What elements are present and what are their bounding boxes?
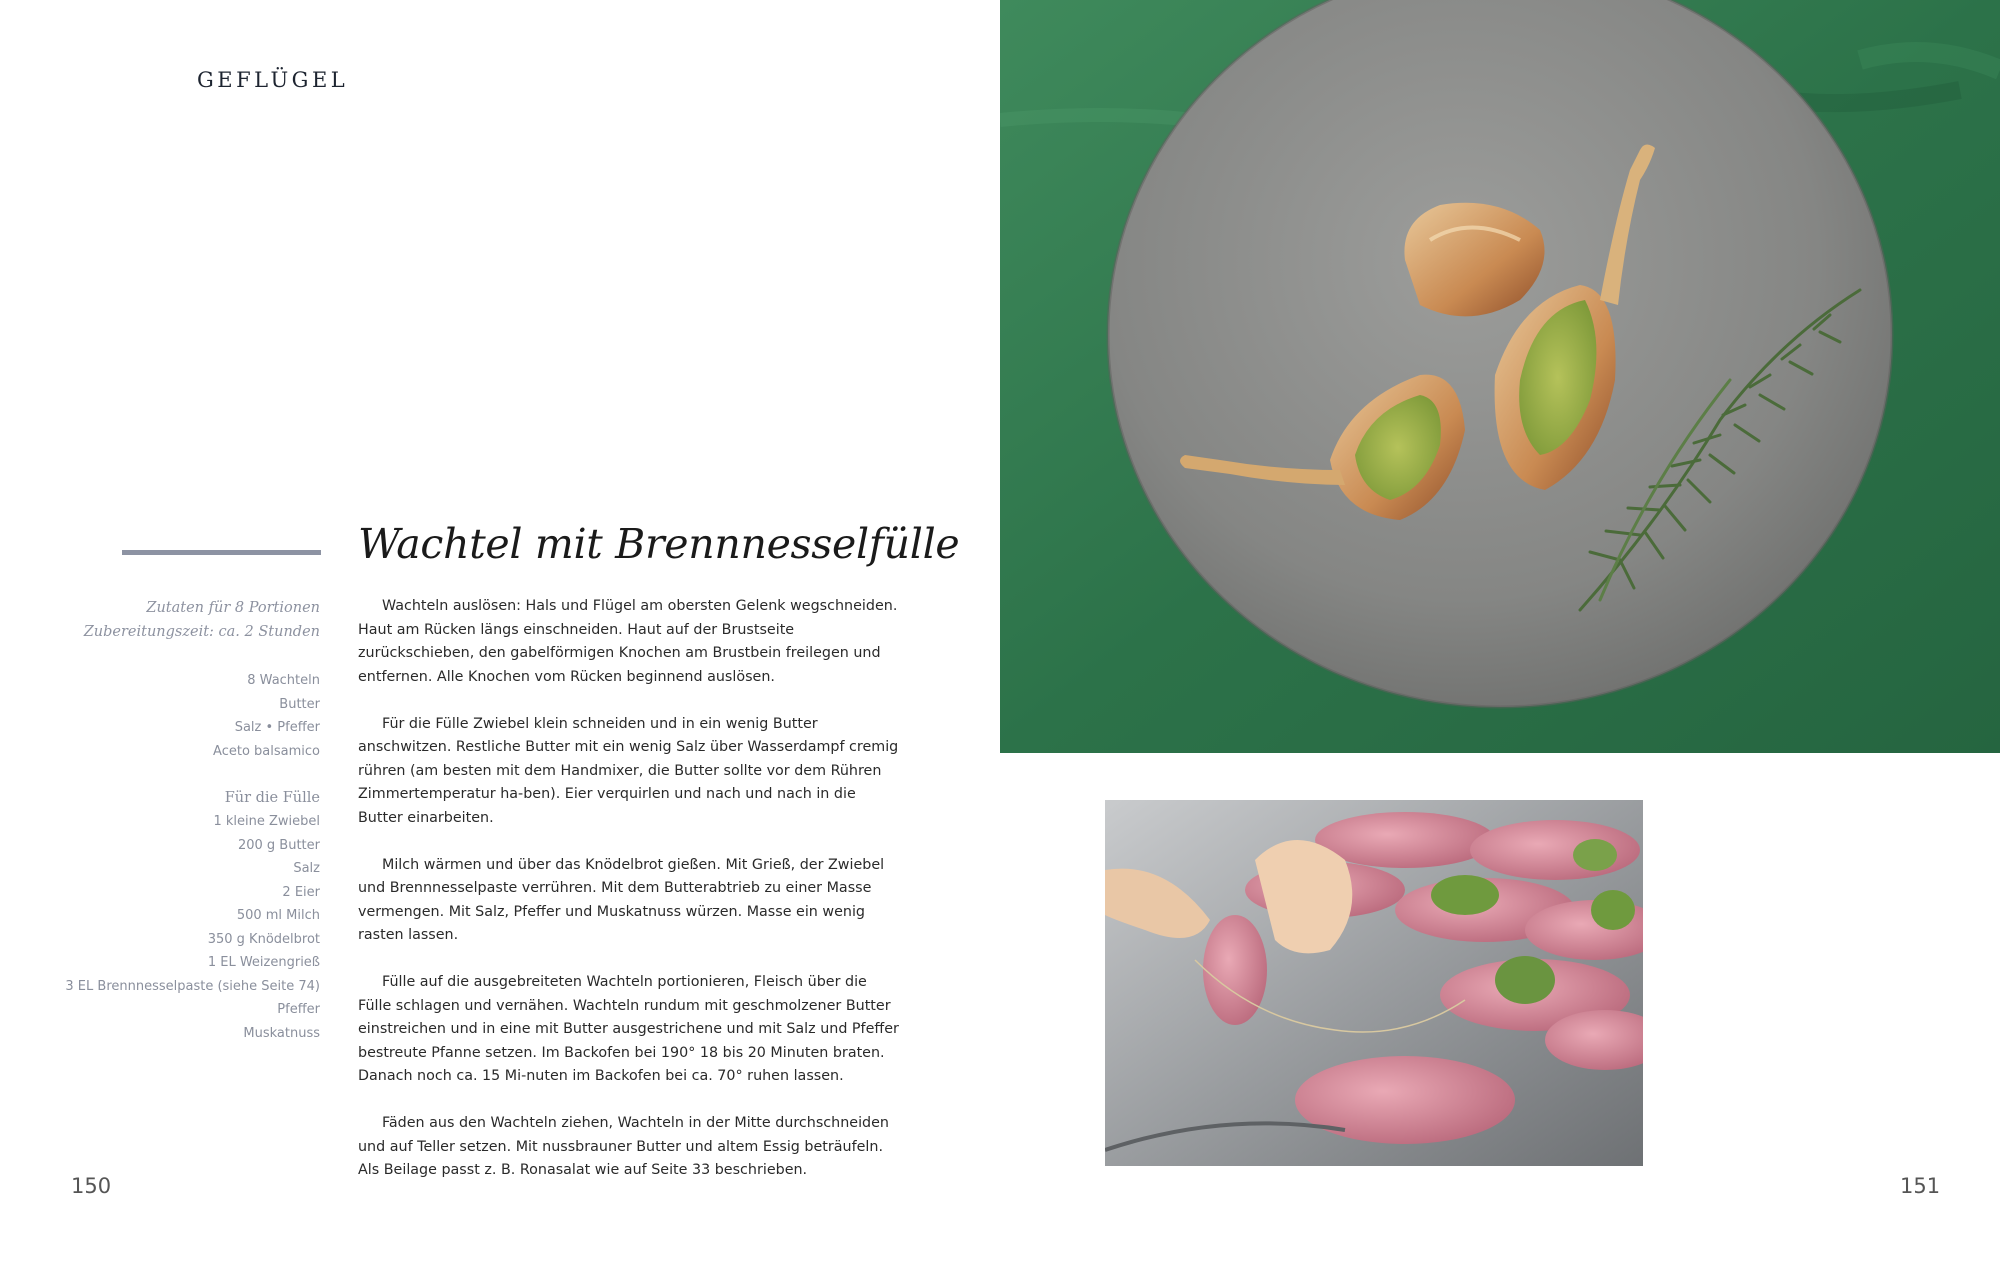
section-label: GEFLÜGEL bbox=[197, 68, 349, 92]
ingredient-item: 1 kleine Zwiebel bbox=[213, 814, 320, 829]
ingredient-item: 200 g Butter bbox=[237, 837, 320, 853]
ingredient-item: 3 EL Brennnesselpaste (siehe Seite 74) bbox=[65, 978, 320, 994]
instruction-paragraph: Fäden aus den Wachteln ziehen, Wachteln in der Mitte durchschneiden und auf Teller setzen. Mit nussbrauner Butter und altem Essig beträufeln. Als Beilage passt z. B. Ronasalat wie auf Seite 33 beschrieben. bbox=[358, 1115, 889, 1178]
recipe-instructions bbox=[358, 595, 903, 1206]
ingredient-item: Butter bbox=[279, 696, 320, 712]
ingredient-item: Salz bbox=[293, 861, 320, 876]
quail-preparation-photo bbox=[1105, 800, 1643, 1166]
servings-info: Zutaten für 8 Portionen bbox=[146, 600, 320, 616]
recipe-title: Wachtel mit Brennnesselfülle bbox=[358, 520, 960, 568]
plated-quail-photo bbox=[1000, 0, 2000, 753]
quail-preparation-illustration bbox=[1105, 800, 1643, 1166]
instruction-paragraph: Wachteln auslösen: Hals und Flügel am obersten Gelenk wegschneiden. Haut am Rücken längs einschneiden. Haut auf der Brustseite zurückschieben, den gabelförmigen Knochen am Brustbein freilegen und entfernen. Alle Knochen vom Rücken beginnend auslösen. bbox=[358, 598, 898, 685]
ingredient-item: 350 g Knödelbrot bbox=[207, 931, 320, 947]
ingredient-item: 8 Wachteln bbox=[247, 673, 320, 688]
instruction-paragraph: Fülle auf die ausgebreiteten Wachteln portionieren, Fleisch über die Fülle schlagen und vernähen. Wachteln rundum mit geschmolzener Butter einstreichen und in eine mit Butter ausgestrichene und mit Salz und Pfeffer bestreute Pfanne setzen. Im Backofen bei 190° 18 bis 20 Minuten braten. Danach noch ca. 15 Mi-nuten im Backofen bei ca. 70° ruhen lassen. bbox=[358, 974, 899, 1084]
recipe-meta bbox=[84, 597, 320, 644]
page-number-left: 150 bbox=[71, 1174, 112, 1198]
ingredient-item: Muskatnuss bbox=[243, 1025, 320, 1041]
plated-quail-illustration bbox=[1000, 0, 2000, 753]
instruction-paragraph: Milch wärmen und über das Knödelbrot gießen. Mit Grieß, der Zwiebel und Brennnesselpaste verrühren. Mit dem Butterabtrieb zu einer Masse vermengen. Mit Salz, Pfeffer und Muskatnuss würzen. Masse ein wenig rasten lassen. bbox=[358, 856, 885, 943]
ingredient-item: Pfeffer bbox=[277, 1002, 320, 1017]
ingredient-item: 2 Eier bbox=[282, 884, 320, 900]
ingredient-item: 500 ml Milch bbox=[236, 908, 320, 923]
section-divider bbox=[122, 550, 321, 555]
ingredient-item: Salz • Pfeffer bbox=[234, 720, 320, 735]
page-number-right: 151 bbox=[1900, 1174, 1941, 1198]
filling-heading: Für die Fülle bbox=[224, 789, 320, 806]
ingredient-item: 1 EL Weizengrieß bbox=[207, 955, 320, 970]
prep-time-info: Zubereitungszeit: ca. 2 Stunden bbox=[83, 623, 320, 640]
ingredient-item: Aceto balsamico bbox=[213, 743, 320, 759]
instruction-paragraph: Für die Fülle Zwiebel klein schneiden und in ein wenig Butter anschwitzen. Restliche Butter mit ein wenig Salz über Wasserdampf cremig rühren (am besten mit dem Handmixer, die Butter sollte vor dem Rühren Zimmertemperatur ha-ben). Eier verquirlen und nach und nach in die Butter einarbeiten. bbox=[358, 715, 899, 826]
ingredient-list bbox=[65, 669, 320, 1045]
